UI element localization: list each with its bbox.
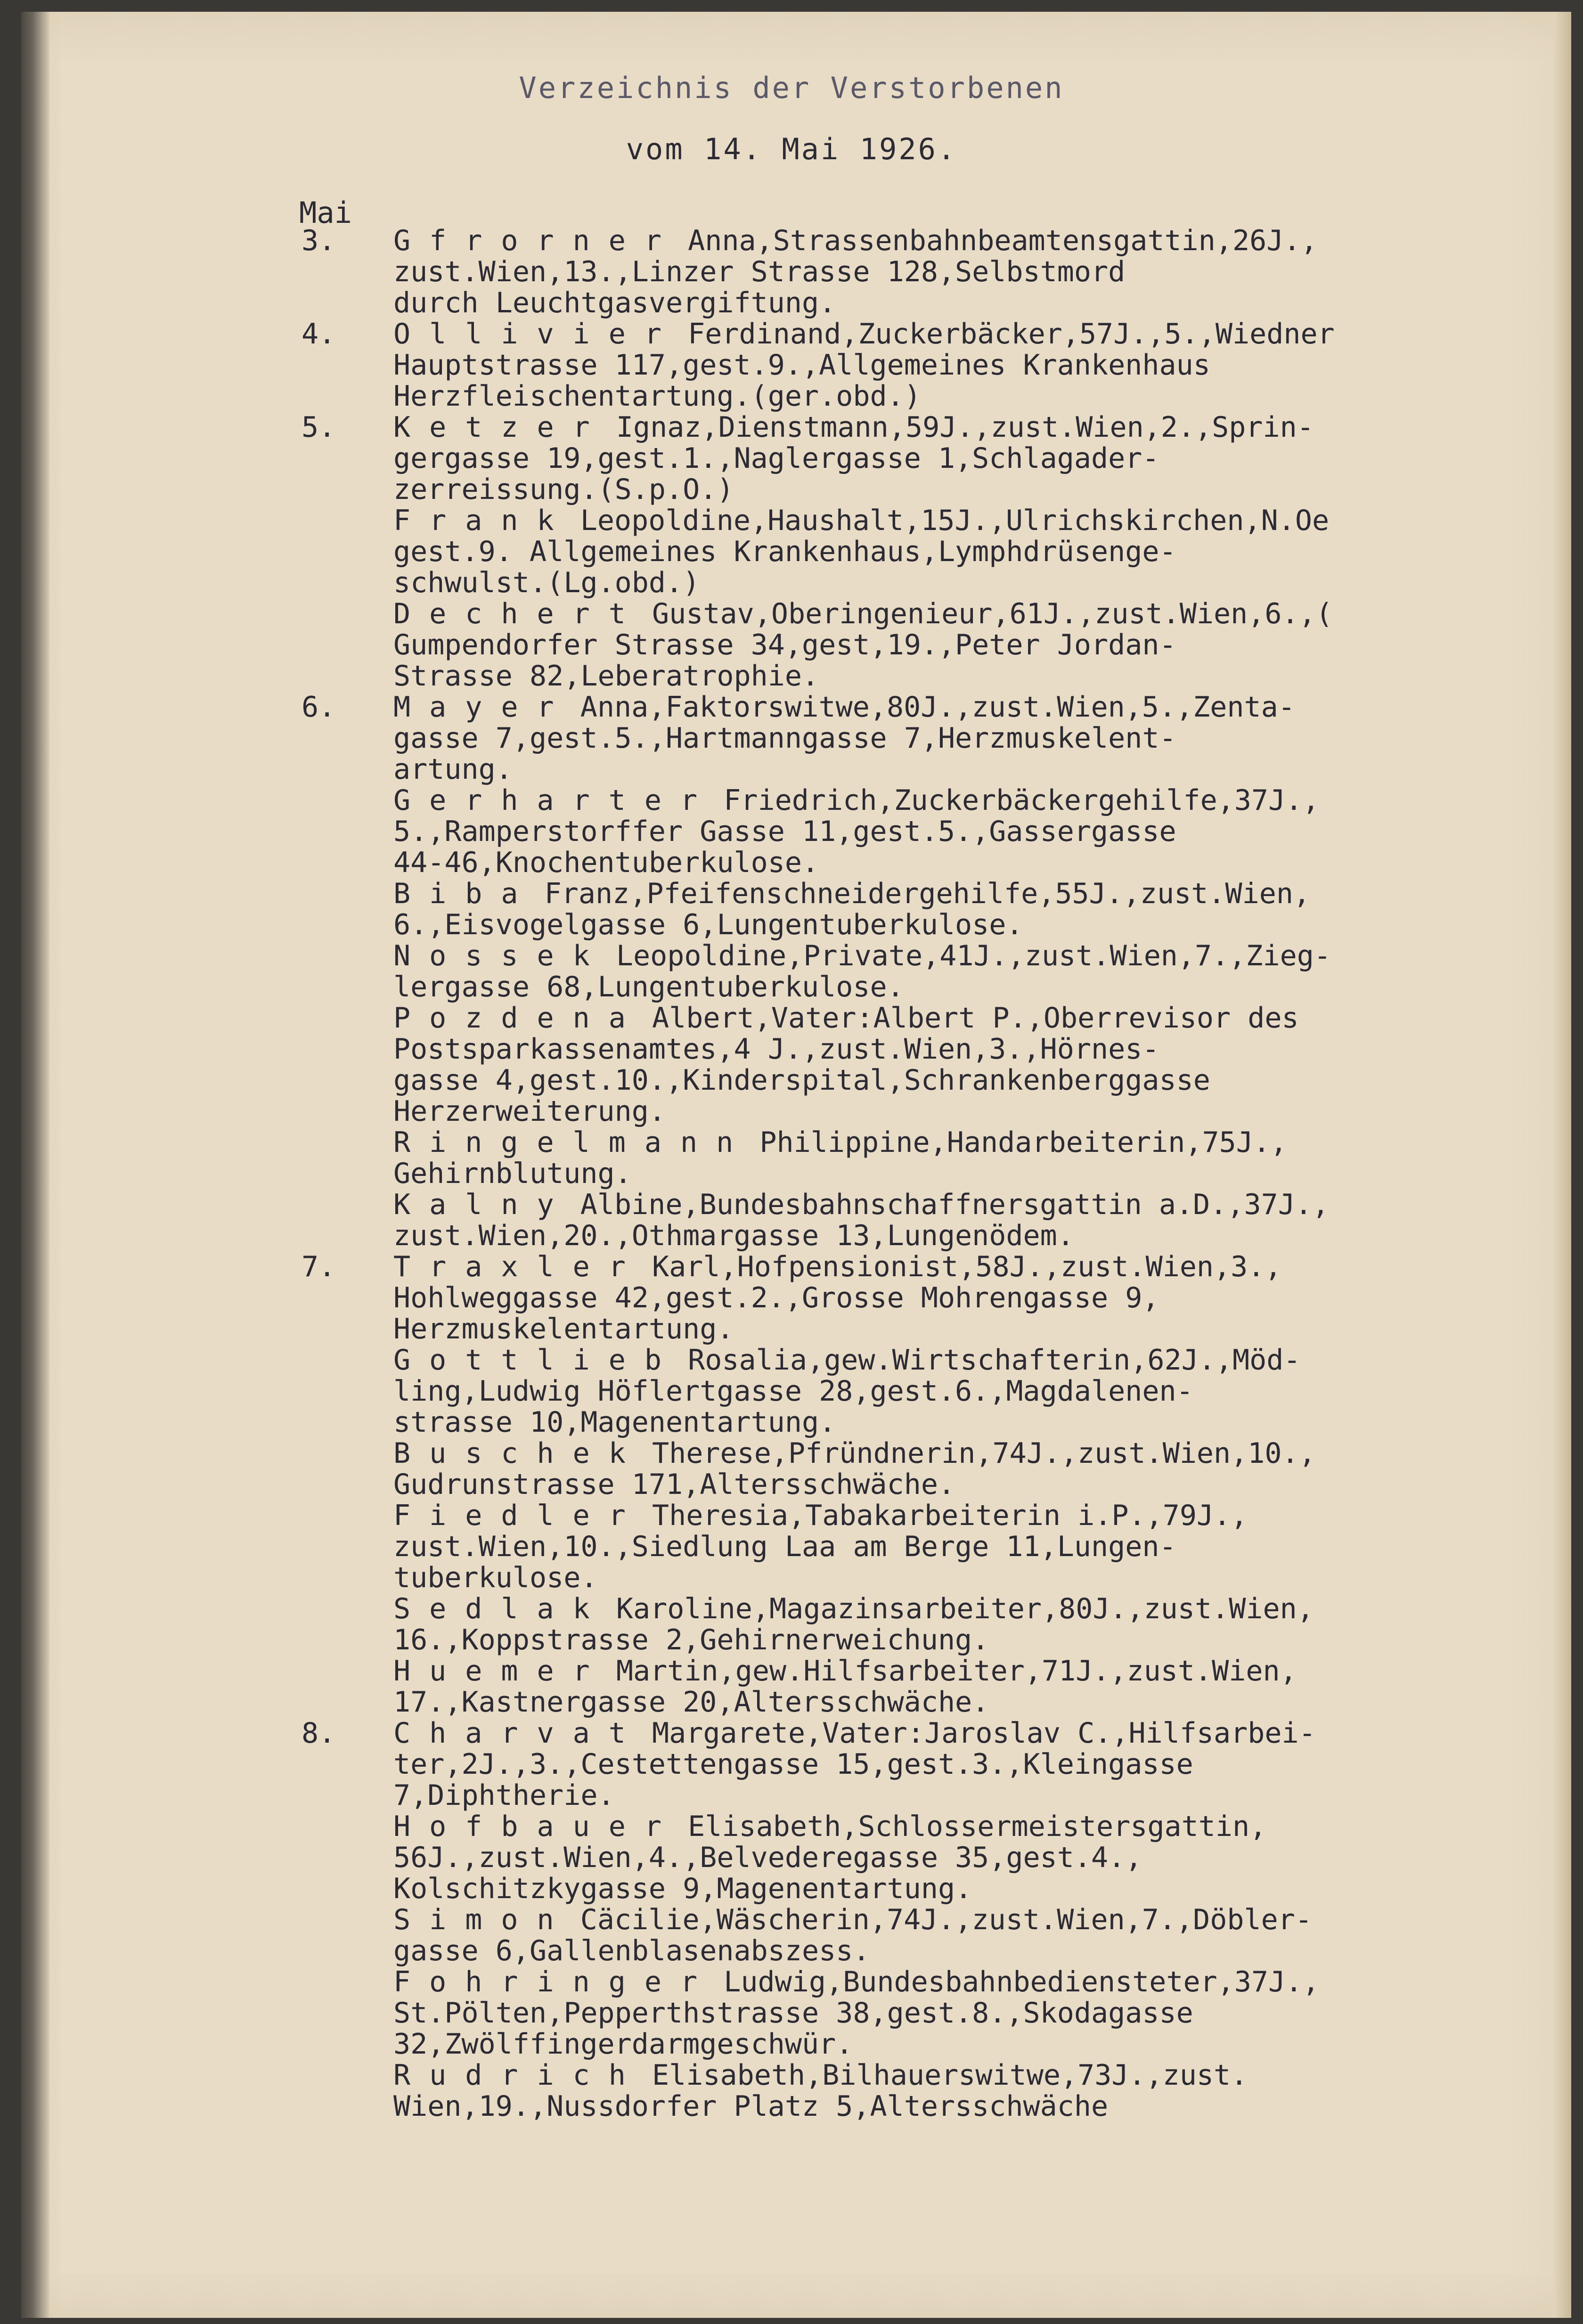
entry-line: Traxler Karl,Hofpensionist,58J.,zust.Wien,3.,	[393, 1250, 1282, 1283]
entry-line: 6.,Eisvogelgasse 6,Lungentuberkulose.	[393, 908, 1023, 941]
entry-text	[393, 598, 1501, 692]
entry-date: 6.	[302, 691, 336, 724]
entry-line: Wien,19.,Nussdorfer Platz 5,Altersschwäche	[393, 2090, 1109, 2123]
entry-text	[393, 505, 1501, 598]
entry-line: Huemer Martin,gew.Hilfsarbeiter,71J.,zust.Wien,	[393, 1655, 1297, 1688]
entry-text	[393, 318, 1501, 412]
register-entry	[0, 412, 1583, 505]
entry-text	[393, 1593, 1501, 1655]
entry-surname: Fiedler	[393, 1499, 645, 1532]
register-entry	[0, 940, 1583, 1003]
entry-line: zust.Wien,20.,Othmargasse 13,Lungenödem.	[393, 1219, 1074, 1252]
entry-surname: Ketzer	[393, 411, 609, 444]
entry-surname: Biba	[393, 877, 537, 910]
entry-line: durch Leuchtgasvergiftung.	[393, 286, 836, 319]
entry-text	[393, 1655, 1501, 1718]
entry-line: Strasse 82,Leberatrophie.	[393, 660, 819, 693]
entry-line: St.Pölten,Pepperthstrasse 38,gest.8.,Skodagasse	[393, 1997, 1193, 2030]
entry-line: Herzmuskelentartung.	[393, 1313, 734, 1345]
entry-text	[393, 878, 1501, 940]
entry-line: Charvat Margarete,Vater:Jaroslav C.,Hilfsarbei-	[393, 1717, 1316, 1750]
entry-line: Fohringer Ludwig,Bundesbahnbediensteter,37J.,	[393, 1965, 1320, 1998]
entry-line: ling,Ludwig Höflertgasse 28,gest.6.,Magdalenen-	[393, 1375, 1193, 1408]
entry-line: Herzfleischentartung.(ger.obd.)	[393, 380, 921, 413]
register-entry	[0, 692, 1583, 785]
entry-line: Hohlweggasse 42,gest.2.,Grosse Mohrengasse 9,	[393, 1281, 1159, 1314]
entry-line: Frank Leopoldine,Haushalt,15J.,Ulrichskirchen,N.Oe	[393, 504, 1330, 537]
entry-text	[393, 1189, 1501, 1251]
entry-line: 7,Diphtherie.	[393, 1779, 615, 1812]
entry-line: Gudrunstrasse 171,Altersschwäche.	[393, 1468, 955, 1501]
register-entry	[0, 878, 1583, 940]
entry-line: gasse 4,gest.10.,Kinderspital,Schrankenberggasse	[393, 1064, 1210, 1097]
entry-surname: Rudrich	[393, 2059, 645, 2092]
register-entry	[0, 1438, 1583, 1500]
entry-line: lergasse 68,Lungentuberkulose.	[393, 970, 904, 1003]
register-entry	[0, 1345, 1583, 1438]
document-date: vom 14. Mai 1926.	[626, 132, 957, 166]
entry-line: 5.,Ramperstorffer Gasse 11,gest.5.,Gassergasse	[393, 815, 1176, 848]
entry-line: ter,2J.,3.,Cestettengasse 15,gest.3.,Kleingasse	[393, 1748, 1193, 1781]
register-entry	[0, 785, 1583, 878]
register-entry	[0, 1127, 1583, 1189]
entry-surname: Nossek	[393, 939, 609, 972]
entry-line: 32,Zwölffingerdarmgeschwür.	[393, 2028, 853, 2061]
entry-text	[393, 1438, 1501, 1500]
register-entry	[0, 1189, 1583, 1251]
entry-line: Mayer Anna,Faktorswitwe,80J.,zust.Wien,5.,Zenta-	[393, 691, 1295, 724]
entry-line: 17.,Kastnergasse 20,Altersschwäche.	[393, 1686, 989, 1719]
register-entry	[0, 1811, 1583, 1904]
entry-line: gest.9. Allgemeines Krankenhaus,Lymphdrüsenge-	[393, 535, 1176, 568]
entry-text	[393, 692, 1501, 785]
entry-line: Herzerweiterung.	[393, 1095, 666, 1128]
entry-text	[393, 2060, 1501, 2122]
entry-surname: Gfrorner	[393, 224, 680, 257]
register-entry	[0, 505, 1583, 598]
entry-text	[393, 1500, 1501, 1593]
entry-text	[393, 940, 1501, 1003]
entry-text	[393, 1127, 1501, 1189]
entry-surname: Gottlieb	[393, 1344, 680, 1377]
entry-line: Pozdena Albert,Vater:Albert P.,Oberrevisor des	[393, 1002, 1299, 1035]
entry-line: Ollivier Ferdinand,Zuckerbäcker,57J.,5.,Wiedner	[393, 318, 1335, 351]
document-title: Verzeichnis der Verstorbenen	[519, 71, 1064, 105]
register-entry	[0, 598, 1583, 692]
entry-line: Hauptstrasse 117,gest.9.,Allgemeines Krankenhaus	[393, 349, 1210, 382]
entry-surname: Mayer	[393, 691, 573, 724]
entry-line: Nossek Leopoldine,Private,41J.,zust.Wien,7.,Zieg-	[393, 939, 1331, 972]
entry-surname: Frank	[393, 504, 573, 537]
entry-line: Rudrich Elisabeth,Bilhauerswitwe,73J.,zust.	[393, 2059, 1248, 2092]
entry-surname: Sedlak	[393, 1592, 609, 1625]
entry-text	[393, 1718, 1501, 1811]
register-entry	[0, 318, 1583, 412]
entry-surname: Fohringer	[393, 1965, 717, 1998]
entry-date: 4.	[302, 318, 336, 351]
entry-line: 16.,Koppstrasse 2,Gehirnerweichung.	[393, 1623, 989, 1656]
entry-line: Dechert Gustav,Oberingenieur,61J.,zust.Wien,6.,(	[393, 597, 1333, 630]
entry-line: Ketzer Ignaz,Dienstmann,59J.,zust.Wien,2.,Sprin-	[393, 411, 1314, 444]
entry-date: 3.	[302, 224, 336, 257]
register-entry	[0, 1251, 1583, 1345]
entry-surname: Buschek	[393, 1437, 645, 1470]
entry-line: Biba Franz,Pfeifenschneidergehilfe,55J.,zust.Wien,	[393, 877, 1311, 910]
entry-line: zust.Wien,13.,Linzer Strasse 128,Selbstmord	[393, 255, 1126, 288]
entry-line: Kalny Albine,Bundesbahnschaffnersgattin a.D.,37J.,	[393, 1188, 1330, 1221]
entry-date: 8.	[302, 1717, 336, 1750]
death-register-list	[0, 225, 1583, 2122]
entry-line: zerreissung.(S.p.O.)	[393, 473, 734, 506]
entry-surname: Pozdena	[393, 1002, 645, 1035]
entry-line: Gehirnblutung.	[393, 1157, 632, 1190]
entry-line: 56J.,zust.Wien,4.,Belvederegasse 35,gest.4.,	[393, 1841, 1142, 1874]
entry-surname: Simon	[393, 1903, 573, 1936]
entry-line: Gfrorner Anna,Strassenbahnbeamtensgattin,26J.,	[393, 224, 1318, 257]
entry-surname: Charvat	[393, 1717, 645, 1750]
entry-surname: Huemer	[393, 1655, 609, 1688]
entry-line: Hofbauer Elisabeth,Schlossermeistersgattin,	[393, 1810, 1267, 1843]
register-entry	[0, 2060, 1583, 2122]
register-entry	[0, 1500, 1583, 1593]
entry-surname: Ringelmann	[393, 1126, 752, 1159]
entry-surname: Dechert	[393, 597, 645, 630]
entry-text	[393, 1003, 1501, 1127]
entry-text	[393, 412, 1501, 505]
entry-line: strasse 10,Magenentartung.	[393, 1406, 836, 1439]
entry-surname: Traxler	[393, 1250, 645, 1283]
entry-line: gasse 6,Gallenblasenabszess.	[393, 1934, 870, 1967]
entry-surname: Ollivier	[393, 318, 680, 351]
month-label: Mai	[299, 196, 352, 230]
entry-text	[393, 225, 1501, 318]
entry-line: gasse 7,gest.5.,Hartmanngasse 7,Herzmuskelent-	[393, 722, 1176, 755]
register-entry	[0, 1003, 1583, 1127]
entry-text	[393, 785, 1501, 878]
entry-line: schwulst.(Lg.obd.)	[393, 566, 700, 599]
entry-line: zust.Wien,10.,Siedlung Laa am Berge 11,Lungen-	[393, 1530, 1176, 1563]
register-entry	[0, 225, 1583, 318]
entry-line: Postsparkassenamtes,4 J.,zust.Wien,3.,Hörnes-	[393, 1033, 1159, 1066]
entry-text	[393, 1904, 1501, 1966]
entry-line: Simon Cäcilie,Wäscherin,74J.,zust.Wien,7.,Döbler-	[393, 1903, 1313, 1936]
entry-line: gergasse 19,gest.1.,Naglergasse 1,Schlagader-	[393, 442, 1159, 475]
entry-line: artung.	[393, 753, 513, 786]
entry-text	[393, 1811, 1501, 1904]
entry-line: tuberkulose.	[393, 1561, 598, 1594]
entry-line: Ringelmann Philippine,Handarbeiterin,75J.,	[393, 1126, 1288, 1159]
entry-line: Fiedler Theresia,Tabakarbeiterin i.P.,79J.,	[393, 1499, 1248, 1532]
entry-text	[393, 1251, 1501, 1345]
register-entry	[0, 1655, 1583, 1718]
entry-text	[393, 1345, 1501, 1438]
entry-date: 5.	[302, 411, 336, 444]
entry-line: 44-46,Knochentuberkulose.	[393, 846, 819, 879]
entry-surname: Gerharter	[393, 784, 717, 817]
entry-line: Gottlieb Rosalia,gew.Wirtschafterin,62J.,Möd-	[393, 1344, 1301, 1377]
register-entry	[0, 1966, 1583, 2060]
entry-surname: Kalny	[393, 1188, 573, 1221]
entry-line: Gumpendorfer Strasse 34,gest,19.,Peter Jordan-	[393, 628, 1176, 661]
register-entry	[0, 1904, 1583, 1966]
register-entry	[0, 1718, 1583, 1811]
entry-line: Buschek Therese,Pfründnerin,74J.,zust.Wien,10.,	[393, 1437, 1316, 1470]
register-entry	[0, 1593, 1583, 1655]
entry-line: Sedlak Karoline,Magazinsarbeiter,80J.,zust.Wien,	[393, 1592, 1314, 1625]
entry-line: Gerharter Friedrich,Zuckerbäckergehilfe,37J.,	[393, 784, 1320, 817]
entry-date: 7.	[302, 1250, 336, 1283]
entry-surname: Hofbauer	[393, 1810, 680, 1843]
entry-line: Kolschitzkygasse 9,Magenentartung.	[393, 1872, 972, 1905]
entry-text	[393, 1966, 1501, 2060]
